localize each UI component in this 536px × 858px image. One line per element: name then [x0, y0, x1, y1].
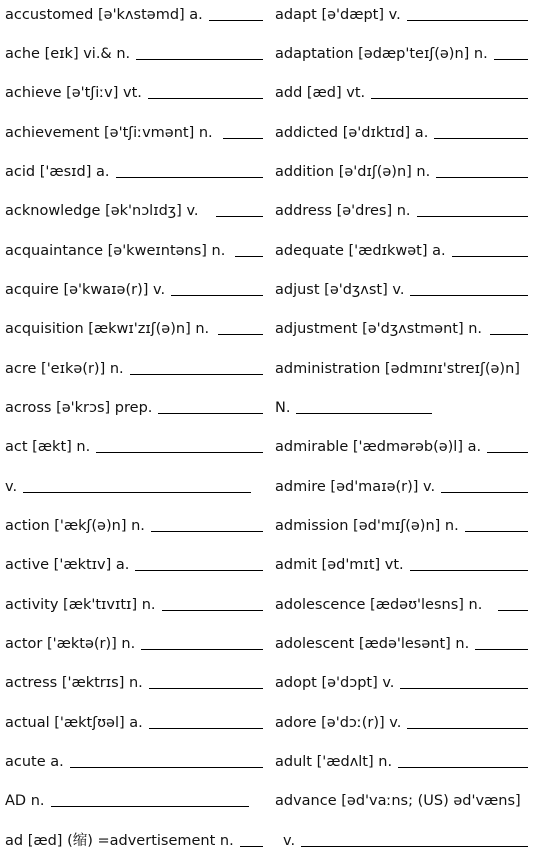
vocab-word: acre ['eɪkə(r)] n.: [5, 361, 124, 377]
vocab-entry: [5, 80, 263, 102]
vocab-word: actor ['æktə(r)] n.: [5, 636, 136, 652]
vocab-word: actual ['æktʃʊəl] a.: [5, 715, 143, 731]
vocab-word: N.: [275, 400, 291, 416]
vocab-word: advance [əd'vaːns; (US) əd'væns]: [275, 793, 521, 809]
vocab-entry: [275, 120, 528, 142]
vocab-entry: [5, 749, 263, 771]
answer-blank-line[interactable]: [400, 688, 528, 689]
vocab-entry: [275, 788, 528, 810]
vocab-word: address [ə'dres] n.: [275, 203, 411, 219]
answer-blank-line[interactable]: [436, 177, 528, 178]
vocab-entry: [275, 395, 528, 417]
answer-blank-line[interactable]: [407, 728, 528, 729]
vocab-word: adult ['ædʌlt] n.: [275, 754, 393, 770]
vocab-word: acid ['æsɪd] a.: [5, 164, 110, 180]
vocab-word: acknowledge [ək'nɔlɪdʒ] v.: [5, 203, 199, 219]
vocab-word: acquire [ə'kwaɪə(r)] v.: [5, 282, 166, 298]
answer-blank-line[interactable]: [216, 216, 263, 217]
vocab-word: acquaintance [ə'kweɪntəns] n.: [5, 243, 226, 259]
vocab-entry: [5, 395, 263, 417]
vocab-entry: [5, 592, 263, 614]
vocab-entry: [275, 710, 528, 732]
vocab-word: act [ækt] n.: [5, 439, 91, 455]
answer-blank-line[interactable]: [487, 452, 528, 453]
vocab-entry: [5, 356, 263, 378]
vocab-entry: [275, 631, 528, 653]
answer-blank-line[interactable]: [296, 413, 432, 414]
vocab-word: adopt [ə'dɔpt] v.: [275, 675, 395, 691]
answer-blank-line[interactable]: [130, 374, 263, 375]
vocab-word: achievement [ə'tʃiːvmənt] n.: [5, 125, 213, 141]
vocab-entry: [275, 316, 528, 338]
answer-blank-line[interactable]: [452, 256, 528, 257]
vocab-entry: [275, 670, 528, 692]
answer-blank-line[interactable]: [490, 334, 528, 335]
vocab-word: AD n.: [5, 793, 45, 809]
answer-blank-line[interactable]: [417, 216, 528, 217]
answer-blank-line[interactable]: [96, 452, 263, 453]
vocab-entry: [5, 198, 263, 220]
vocab-entry: [5, 277, 263, 299]
answer-blank-line[interactable]: [223, 138, 263, 139]
answer-blank-line[interactable]: [410, 570, 528, 571]
answer-blank-line[interactable]: [148, 98, 263, 99]
vocab-word: admire [əd'maɪə(r)] v.: [275, 479, 436, 495]
vocab-word: activity [æk'tɪvɪtɪ] n.: [5, 597, 156, 613]
vocab-entry: [275, 159, 528, 181]
vocab-entry: [5, 2, 263, 24]
vocab-word: admirable ['ædmərəb(ə)l] a.: [275, 439, 482, 455]
vocab-entry: [5, 670, 263, 692]
vocab-entry: [275, 198, 528, 220]
answer-blank-line[interactable]: [149, 728, 263, 729]
answer-blank-line[interactable]: [171, 295, 263, 296]
vocab-entry: [5, 120, 263, 142]
vocab-word: adolescent [ædə'lesənt] n.: [275, 636, 470, 652]
answer-blank-line[interactable]: [162, 610, 263, 611]
vocab-word: acquisition [ækwɪ'zɪʃ(ə)n] n.: [5, 321, 210, 337]
vocab-word: active ['æktɪv] a.: [5, 557, 130, 573]
vocab-word: adolescence [ædəʊ'lesns] n.: [275, 597, 483, 613]
vocab-entry: [275, 828, 528, 850]
vocab-word: ad [æd] (缩) =advertisement n.: [5, 833, 234, 849]
answer-blank-line[interactable]: [135, 570, 263, 571]
vocab-entry: [5, 238, 263, 260]
vocab-word: adjustment [ə'dʒʌstmənt] n.: [275, 321, 483, 337]
vocab-entry: [275, 434, 528, 456]
vocab-word: administration [ədmɪnɪ'streɪʃ(ə)n]: [275, 361, 520, 377]
vocab-word: addicted [ə'dɪktɪd] a.: [275, 125, 429, 141]
answer-blank-line[interactable]: [301, 846, 528, 847]
vocab-word: ache [eɪk] vi.& n.: [5, 46, 131, 62]
vocab-entry: [5, 41, 263, 63]
vocab-entry: [275, 474, 528, 496]
vocab-word: adore [ə'dɔː(r)] v.: [275, 715, 402, 731]
vocab-word: across [ə'krɔs] prep.: [5, 400, 153, 416]
vocab-entry: [275, 513, 528, 535]
answer-blank-line[interactable]: [498, 610, 528, 611]
answer-blank-line[interactable]: [23, 492, 251, 493]
answer-blank-line[interactable]: [407, 20, 528, 21]
vocab-entry: [5, 788, 263, 810]
answer-blank-line[interactable]: [151, 531, 263, 532]
answer-blank-line[interactable]: [158, 413, 263, 414]
vocab-entry: [5, 159, 263, 181]
answer-blank-line[interactable]: [218, 334, 263, 335]
answer-blank-line[interactable]: [116, 177, 264, 178]
answer-blank-line[interactable]: [70, 767, 263, 768]
vocab-word: add [æd] vt.: [275, 85, 366, 101]
vocab-entry: [275, 277, 528, 299]
answer-blank-line[interactable]: [51, 806, 249, 807]
answer-blank-line[interactable]: [465, 531, 528, 532]
vocab-entry: [5, 710, 263, 732]
vocab-entry: [275, 80, 528, 102]
answer-blank-line[interactable]: [240, 846, 263, 847]
vocab-word: v.: [5, 479, 18, 495]
answer-blank-line[interactable]: [136, 59, 263, 60]
answer-blank-line[interactable]: [235, 256, 263, 257]
answer-blank-line[interactable]: [441, 492, 528, 493]
answer-blank-line[interactable]: [398, 767, 528, 768]
answer-blank-line[interactable]: [434, 138, 528, 139]
answer-blank-line[interactable]: [149, 688, 263, 689]
vocab-word: adequate ['ædɪkwət] a.: [275, 243, 446, 259]
vocab-entry: [275, 749, 528, 771]
vocab-entry: [5, 434, 263, 456]
vocab-entry: [275, 41, 528, 63]
vocab-entry: [5, 316, 263, 338]
answer-blank-line[interactable]: [209, 20, 263, 21]
vocab-entry: [275, 552, 528, 574]
vocab-entry: [5, 631, 263, 653]
vocab-word: addition [ə'dɪʃ(ə)n] n.: [275, 164, 431, 180]
vocab-word: adapt [ə'dæpt] v.: [275, 7, 401, 23]
vocab-entry: [5, 513, 263, 535]
vocab-word: actress ['æktrɪs] n.: [5, 675, 143, 691]
answer-blank-line[interactable]: [494, 59, 528, 60]
vocab-entry: [5, 828, 263, 850]
vocab-entry: [275, 356, 528, 378]
vocab-word: adjust [ə'dʒʌst] v.: [275, 282, 405, 298]
vocab-word: v.: [283, 833, 296, 849]
vocab-entry: [5, 552, 263, 574]
answer-blank-line[interactable]: [141, 649, 263, 650]
vocab-word: accustomed [ə'kʌstəmd] a.: [5, 7, 203, 23]
vocab-word: adaptation [ədæp'teɪʃ(ə)n] n.: [275, 46, 488, 62]
vocab-word: achieve [ə'tʃiːv] vt.: [5, 85, 142, 101]
answer-blank-line[interactable]: [371, 98, 528, 99]
vocab-word: acute a.: [5, 754, 64, 770]
vocab-entry: [275, 238, 528, 260]
answer-blank-line[interactable]: [475, 649, 528, 650]
vocab-entry: [275, 592, 528, 614]
vocab-entry: [275, 2, 528, 24]
vocab-word: admit [əd'mɪt] vt.: [275, 557, 404, 573]
vocab-word: action ['ækʃ(ə)n] n.: [5, 518, 145, 534]
vocab-entry: [5, 474, 263, 496]
vocab-word: admission [əd'mɪʃ(ə)n] n.: [275, 518, 459, 534]
answer-blank-line[interactable]: [410, 295, 528, 296]
